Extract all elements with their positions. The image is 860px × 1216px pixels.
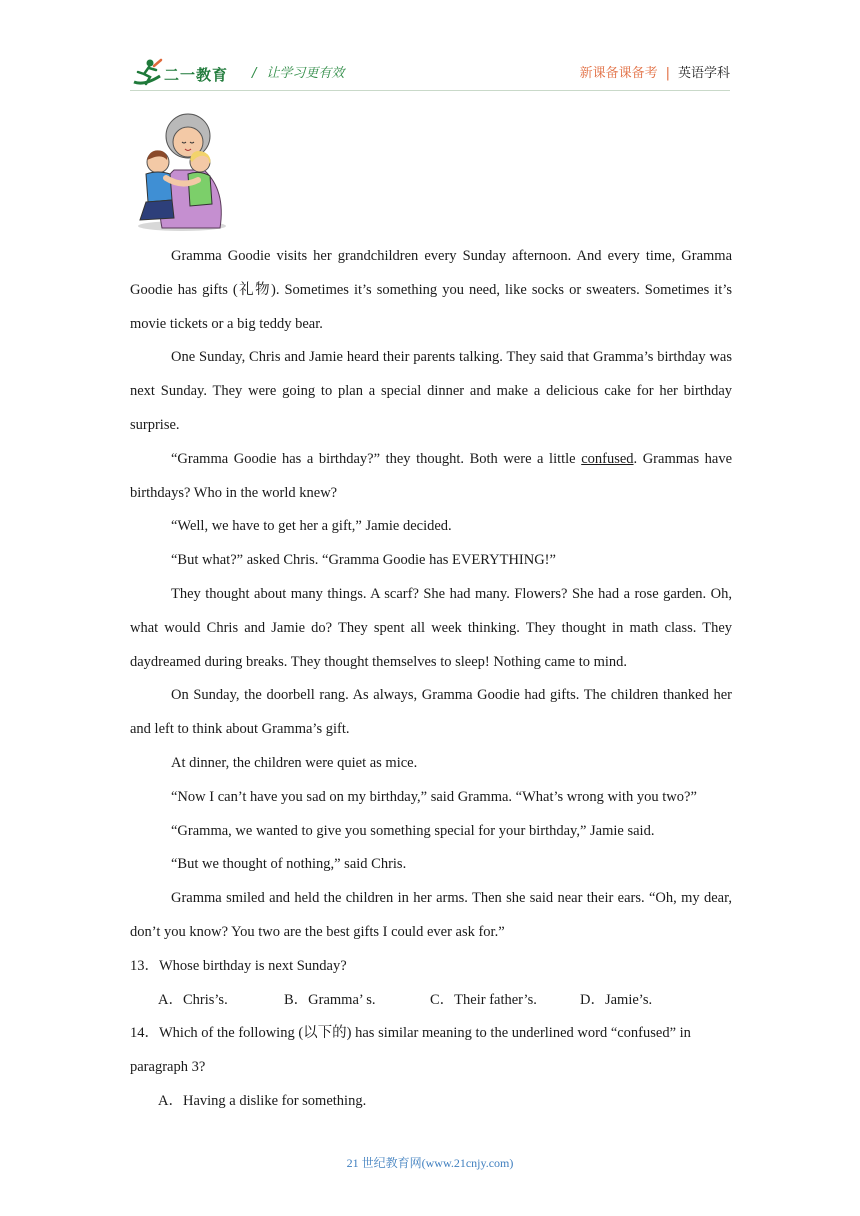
- paragraph-11: “But we thought of nothing,” said Chris.: [171, 856, 407, 873]
- option-b[interactable]: B．Gramma’ s.: [284, 991, 376, 1008]
- question-13-options: [130, 984, 732, 1018]
- question-14: 14．Which of the following (以下的) has similar meaning to the underlined word “confused” in paragraph 3?: [130, 1025, 691, 1076]
- site-logo: [130, 56, 250, 90]
- page-header: [130, 56, 730, 92]
- paragraph-8: At dinner, the children were quiet as mice.: [171, 754, 418, 771]
- runner-logo-icon: [130, 56, 164, 90]
- grandmother-hugging-children-illustration-icon: [132, 108, 228, 232]
- header-subject: [580, 62, 730, 81]
- option-d[interactable]: D．Jamie’s.: [580, 991, 653, 1008]
- paragraph-5: “But what?” asked Chris. “Gramma Goodie has EVERYTHING!”: [171, 552, 556, 569]
- header-separator: |: [665, 66, 670, 81]
- paragraph-6: They thought about many things. A scarf? She had many. Flowers? She had a rose garden. Oh, what would Chris and Jamie do? They spent all week thinking. They thought in math class. They daydreamed during breaks. They thought themselves to sleep! Nothing came to mind.: [130, 585, 732, 670]
- logo-text: 二一教育: [164, 66, 229, 84]
- paragraph-3-start: “Gramma Goodie has a birthday?” they thought. Both were a little: [171, 450, 582, 467]
- question-13: 13．Whose birthday is next Sunday?: [130, 957, 347, 974]
- header-course-label: 新课备课备考: [579, 66, 658, 81]
- option-a[interactable]: A．Chris’s.: [158, 991, 228, 1008]
- paragraph-1: Gramma Goodie visits her grandchildren every Sunday afternoon. And every time, Gramma Goodie has gifts (礼物). Sometimes it’s something you need, like socks or sweaters. Sometimes it’s movie tickets or a big teddy bear.: [130, 248, 732, 332]
- option-c[interactable]: C．Their father’s.: [430, 991, 537, 1008]
- question-14-options: [130, 1085, 732, 1119]
- option-a[interactable]: A．Having a dislike for something.: [158, 1092, 367, 1109]
- paragraph-4: “Well, we have to get her a gift,” Jamie decided.: [171, 518, 452, 535]
- paragraph-2: One Sunday, Chris and Jamie heard their parents talking. They said that Gramma’s birthday was next Sunday. They were going to plan a special dinner and make a delicious cake for her birthday surprise.: [130, 349, 732, 433]
- reading-passage: [130, 240, 732, 1119]
- underlined-word: confused: [581, 450, 634, 467]
- header-subject-label: 英语学科: [677, 66, 730, 81]
- paragraph-3-end: . Grammas have birthdays? Who in the world knew?: [130, 450, 733, 501]
- slogan-text: 让学习更有效: [266, 66, 345, 81]
- paragraph-7: On Sunday, the doorbell rang. As always, Gramma Goodie had gifts. The children thanked her and left to think about Gramma’s gift.: [130, 687, 732, 738]
- paragraph-3: [130, 443, 732, 511]
- paragraph-12: Gramma smiled and held the children in her arms. Then she said near their ears. “Oh, my dear, don’t you know? You two are the best gifts I could ever ask for.”: [130, 890, 732, 940]
- paragraph-9: “Now I can’t have you sad on my birthday,” said Gramma. “What’s wrong with you two?”: [171, 788, 697, 805]
- slogan-slash: /: [252, 66, 257, 81]
- page-footer: 21 世纪教育网(www.21cnjy.com): [346, 1156, 514, 1170]
- header-divider: [130, 90, 730, 91]
- paragraph-10: “Gramma, we wanted to give you something special for your birthday,” Jamie said.: [171, 822, 655, 839]
- slogan: [252, 62, 344, 81]
